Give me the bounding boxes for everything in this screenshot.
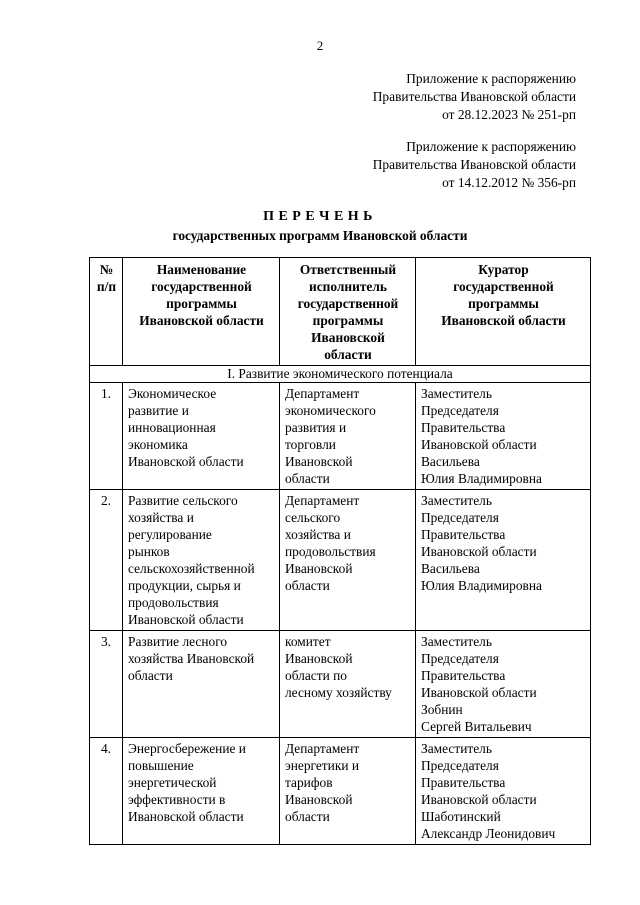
cell-line: развития и bbox=[285, 420, 347, 435]
cell-line: Ивановской области bbox=[128, 612, 244, 627]
cell-line: Ответственный bbox=[299, 262, 397, 277]
cell-line: Развитие лесного bbox=[128, 634, 228, 649]
appendix-line: Приложение к распоряжению bbox=[406, 139, 576, 154]
cell-line: Васильева bbox=[421, 561, 480, 576]
cell-line: экономического bbox=[285, 403, 376, 418]
cell-line: Ивановской области bbox=[421, 792, 537, 807]
cell-line: развитие и bbox=[128, 403, 189, 418]
cell-line: Заместитель bbox=[421, 386, 492, 401]
cell-line: Председателя bbox=[421, 651, 499, 666]
cell-line: № bbox=[99, 262, 114, 277]
appendix-line: от 14.12.2012 № 356-рп bbox=[442, 175, 576, 190]
cell-line: рынков bbox=[128, 544, 170, 559]
program-name bbox=[123, 490, 280, 631]
program-name bbox=[123, 738, 280, 845]
cell-line: Ивановской bbox=[311, 330, 385, 345]
row-number: 4. bbox=[90, 738, 123, 845]
header-curator bbox=[416, 258, 591, 366]
header-name bbox=[123, 258, 280, 366]
title-subtitle: государственных программ Ивановской области bbox=[172, 228, 468, 243]
cell-line: п/п bbox=[96, 279, 117, 294]
cell-line: Развитие сельского bbox=[128, 493, 238, 508]
cell-line: тарифов bbox=[285, 775, 333, 790]
program-curator bbox=[416, 738, 591, 845]
row-number: 1. bbox=[90, 383, 123, 490]
program-curator bbox=[416, 631, 591, 738]
cell-line: продовольствия bbox=[128, 595, 219, 610]
header-num bbox=[90, 258, 123, 366]
cell-line: сельскохозяйственной bbox=[128, 561, 255, 576]
cell-line: сельского bbox=[285, 510, 341, 525]
page-number: 2 bbox=[316, 38, 324, 53]
cell-line: программы bbox=[468, 296, 539, 311]
section-row bbox=[90, 366, 591, 383]
programs-table bbox=[89, 257, 591, 845]
cell-line: области bbox=[285, 809, 330, 824]
table-row bbox=[90, 738, 591, 845]
appendix-line: Правительства Ивановской области bbox=[372, 89, 576, 104]
cell-line: Заместитель bbox=[421, 634, 492, 649]
cell-line: комитет bbox=[285, 634, 331, 649]
appendix-line: Правительства Ивановской области bbox=[372, 157, 576, 172]
table-row bbox=[90, 631, 591, 738]
cell-line: инновационная bbox=[128, 420, 216, 435]
cell-line: Ивановской области bbox=[421, 544, 537, 559]
row-number: 3. bbox=[90, 631, 123, 738]
cell-line: продовольствия bbox=[285, 544, 376, 559]
cell-line: Председателя bbox=[421, 403, 499, 418]
responsible-executor bbox=[280, 631, 416, 738]
cell-line: государственной bbox=[297, 296, 399, 311]
section-title: I. Развитие экономического потенциала bbox=[90, 366, 591, 383]
cell-line: Председателя bbox=[421, 510, 499, 525]
program-name bbox=[123, 383, 280, 490]
cell-line: Заместитель bbox=[421, 741, 492, 756]
cell-line: Правительства bbox=[421, 527, 506, 542]
cell-line: энергетики и bbox=[285, 758, 360, 773]
row-number: 2. bbox=[90, 490, 123, 631]
program-curator bbox=[416, 490, 591, 631]
cell-line: эффективности в bbox=[128, 792, 226, 807]
cell-line: Зобнин bbox=[421, 702, 463, 717]
table-row bbox=[90, 383, 591, 490]
cell-line: регулирование bbox=[128, 527, 212, 542]
cell-line: Ивановской области bbox=[441, 313, 566, 328]
cell-line: Энергосбережение и bbox=[128, 741, 246, 756]
cell-line: Департамент bbox=[285, 386, 360, 401]
cell-line: Ивановской bbox=[285, 561, 353, 576]
cell-line: хозяйства Ивановской bbox=[128, 651, 255, 666]
cell-line: Департамент bbox=[285, 741, 360, 756]
cell-line: Ивановской bbox=[285, 651, 353, 666]
cell-line: Ивановской области bbox=[421, 437, 537, 452]
cell-line: повышение bbox=[128, 758, 194, 773]
cell-line: исполнитель bbox=[309, 279, 387, 294]
cell-line: Правительства bbox=[421, 420, 506, 435]
cell-line: области bbox=[324, 347, 372, 362]
cell-line: лесному хозяйству bbox=[285, 685, 392, 700]
cell-line: торговли bbox=[285, 437, 336, 452]
cell-line: Куратор bbox=[478, 262, 529, 277]
program-curator bbox=[416, 383, 591, 490]
cell-line: программы bbox=[166, 296, 237, 311]
cell-line: Правительства bbox=[421, 668, 506, 683]
cell-line: области по bbox=[285, 668, 347, 683]
cell-line: программы bbox=[312, 313, 384, 328]
table-row bbox=[90, 490, 591, 631]
cell-line: Экономическое bbox=[128, 386, 217, 401]
cell-line: Заместитель bbox=[421, 493, 492, 508]
cell-line: хозяйства и bbox=[128, 510, 194, 525]
cell-line: энергетической bbox=[128, 775, 217, 790]
cell-line: Председателя bbox=[421, 758, 499, 773]
cell-line: области bbox=[128, 668, 173, 683]
responsible-executor bbox=[280, 383, 416, 490]
appendix-note-original bbox=[373, 138, 576, 192]
cell-line: области bbox=[285, 578, 330, 593]
cell-line: Шаботинский bbox=[421, 809, 501, 824]
cell-line: Юлия Владимировна bbox=[421, 471, 542, 486]
cell-line: Наименование bbox=[156, 262, 247, 277]
cell-line: Правительства bbox=[421, 775, 506, 790]
appendix-note-current bbox=[373, 70, 576, 124]
cell-line: Васильева bbox=[421, 454, 480, 469]
cell-line: Александр Леонидович bbox=[421, 826, 556, 841]
table-header-row bbox=[90, 258, 591, 366]
cell-line: Ивановской области bbox=[128, 454, 244, 469]
cell-line: Ивановской bbox=[285, 454, 353, 469]
cell-line: продукции, сырья и bbox=[128, 578, 241, 593]
cell-line: Ивановской области bbox=[128, 809, 244, 824]
cell-line: области bbox=[285, 471, 330, 486]
cell-line: государственной bbox=[453, 279, 554, 294]
responsible-executor bbox=[280, 738, 416, 845]
cell-line: хозяйства и bbox=[285, 527, 351, 542]
cell-line: Ивановской области bbox=[421, 685, 537, 700]
responsible-executor bbox=[280, 490, 416, 631]
title-main: ПЕРЕЧЕНЬ bbox=[263, 209, 377, 224]
cell-line: Юлия Владимировна bbox=[421, 578, 542, 593]
program-name bbox=[123, 631, 280, 738]
cell-line: Ивановской области bbox=[139, 313, 264, 328]
cell-line: государственной bbox=[151, 279, 252, 294]
cell-line: экономика bbox=[128, 437, 188, 452]
document-title bbox=[0, 207, 640, 245]
appendix-line: Приложение к распоряжению bbox=[406, 71, 576, 86]
cell-line: Ивановской bbox=[285, 792, 353, 807]
cell-line: Сергей Витальевич bbox=[421, 719, 532, 734]
header-executor bbox=[280, 258, 416, 366]
cell-line: Департамент bbox=[285, 493, 360, 508]
appendix-line: от 28.12.2023 № 251-рп bbox=[442, 107, 576, 122]
